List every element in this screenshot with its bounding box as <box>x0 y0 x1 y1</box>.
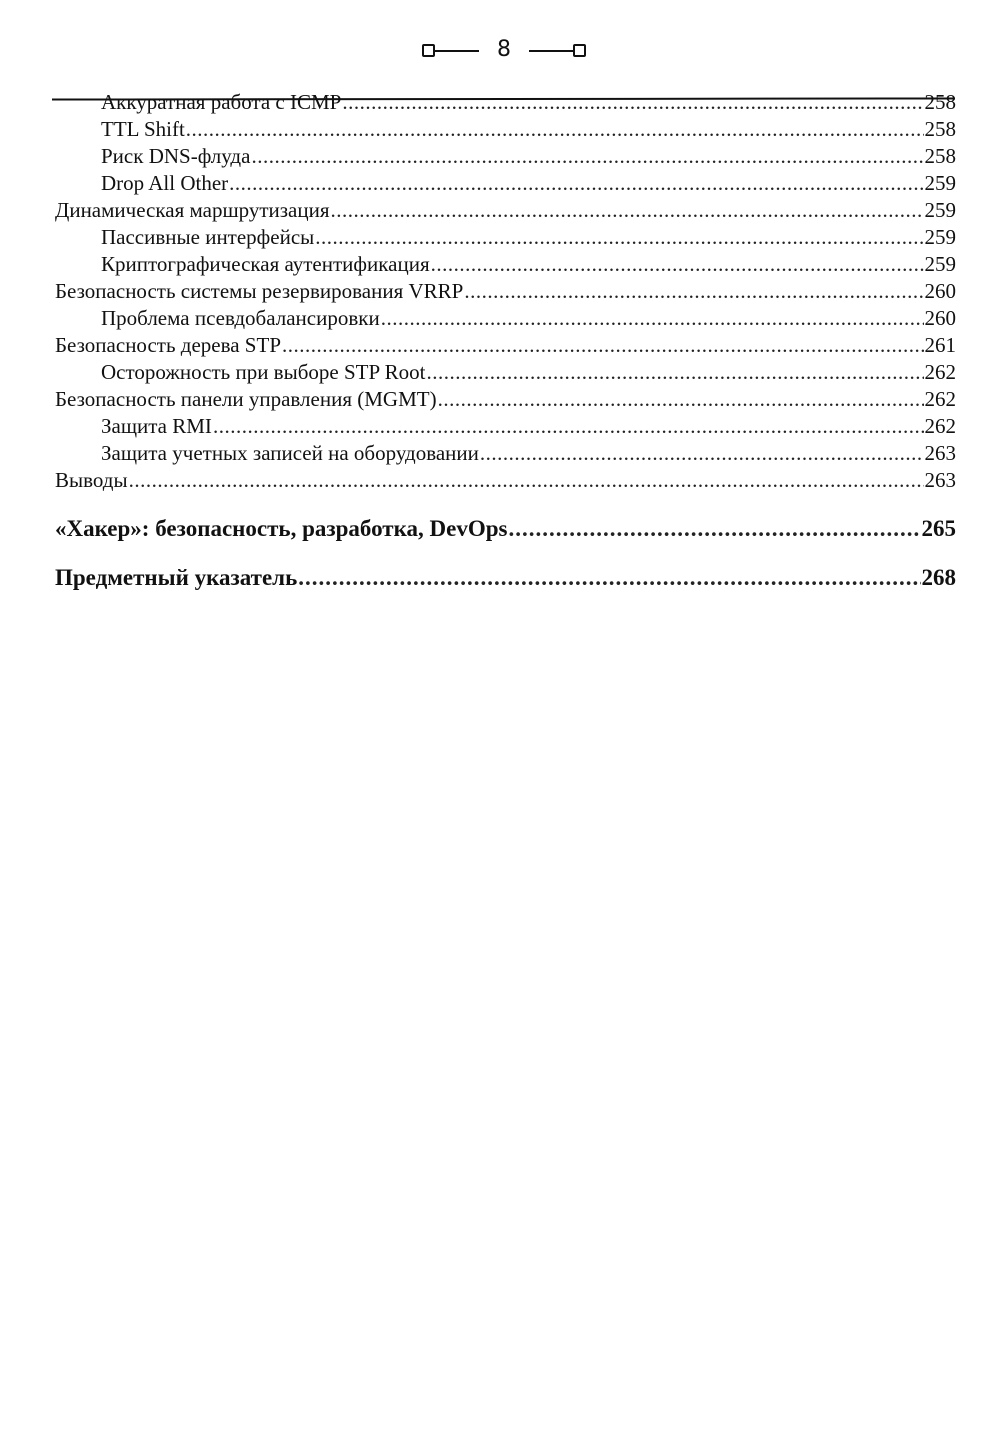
ornament-line-right <box>529 50 573 52</box>
toc-entry-title: Безопасность дерева STP <box>55 333 281 357</box>
toc-entry-title: Выводы <box>55 468 128 492</box>
toc-entry <box>55 143 956 170</box>
toc-leader-dots <box>282 332 924 359</box>
toc-entry <box>55 197 956 224</box>
toc-leader-dots <box>342 89 923 116</box>
toc-entry-page: 261 <box>924 333 956 357</box>
header-ornament <box>408 32 600 68</box>
toc-leader-dots <box>381 305 924 332</box>
toc-leader-dots <box>331 197 924 224</box>
toc-leader-dots <box>298 563 920 593</box>
toc-entry <box>55 251 956 278</box>
toc-main-entry-page: 268 <box>921 565 956 590</box>
toc-main-entry <box>55 563 956 593</box>
toc-main-entry-title: Предметный указатель <box>55 565 298 590</box>
toc-entry <box>55 386 956 413</box>
toc-entry-page: 258 <box>924 117 956 141</box>
toc-entry-page: 260 <box>924 279 956 303</box>
toc-entry-page: 260 <box>924 306 956 330</box>
toc-entry-title: Защита RMI <box>101 414 212 438</box>
toc-entry-title: Динамическая маршрутизация <box>55 198 330 222</box>
ornament-box-left <box>422 44 435 57</box>
toc-entry <box>55 305 956 332</box>
toc-entry-title: Риск DNS-флуда <box>101 144 251 168</box>
toc-main-entry-page: 265 <box>921 516 956 541</box>
ornament-box-right <box>573 44 586 57</box>
toc-entry <box>55 413 956 440</box>
toc-entry <box>55 440 956 467</box>
toc-entry-page: 258 <box>924 144 956 168</box>
toc-entry <box>55 89 956 116</box>
toc-entry <box>55 116 956 143</box>
page-number: 8 <box>497 37 511 62</box>
toc-leader-dots <box>129 467 924 494</box>
toc-entry-page: 262 <box>924 360 956 384</box>
toc-entry-title: TTL Shift <box>101 117 185 141</box>
toc-entry-page: 258 <box>924 90 956 114</box>
toc-entry-page: 263 <box>924 468 956 492</box>
toc-leader-dots <box>213 413 924 440</box>
toc-main-entry-title: «Хакер»: безопасность, разработка, DevOps <box>55 516 508 541</box>
toc-leader-dots <box>426 359 923 386</box>
toc-entry-page: 259 <box>924 252 956 276</box>
toc-main-entry <box>55 514 956 544</box>
toc-entry-title: Аккуратная работа с ICMP <box>101 90 342 114</box>
toc-entry-page: 262 <box>924 387 956 411</box>
toc-entry-title: Осторожность при выборе STP Root <box>101 360 426 384</box>
toc-entry-title: Защита учетных записей на оборудовании <box>101 441 479 465</box>
toc-entry <box>55 467 956 494</box>
toc-entry-page: 262 <box>924 414 956 438</box>
toc-entry-title: Безопасность системы резервирования VRRP <box>55 279 464 303</box>
toc-entry-title: Проблема псевдобалансировки <box>101 306 380 330</box>
ornament-line-left <box>435 50 479 52</box>
toc-entry <box>55 278 956 305</box>
toc-leader-dots <box>508 514 920 544</box>
toc-entry-title: Пассивные интерфейсы <box>101 225 315 249</box>
toc-entry <box>55 332 956 359</box>
toc-entry-page: 259 <box>924 198 956 222</box>
toc-entry-page: 259 <box>924 171 956 195</box>
toc-leader-dots <box>315 224 923 251</box>
toc-leader-dots <box>438 386 924 413</box>
toc-entry <box>55 170 956 197</box>
toc-entry <box>55 224 956 251</box>
toc-entry-page: 259 <box>924 225 956 249</box>
toc-leader-dots <box>480 440 924 467</box>
toc-entry-title: Безопасность панели управления (MGMT) <box>55 387 437 411</box>
toc-leader-dots <box>464 278 923 305</box>
toc-leader-dots <box>431 251 924 278</box>
toc-entry-title: Drop All Other <box>101 171 229 195</box>
table-of-contents <box>55 89 956 494</box>
toc-entry <box>55 359 956 386</box>
toc-entry-title: Криптографическая аутентификация <box>101 252 430 276</box>
toc-leader-dots <box>251 143 923 170</box>
page-header <box>0 32 1000 72</box>
toc-entry-page: 263 <box>924 441 956 465</box>
toc-leader-dots <box>186 116 924 143</box>
toc-leader-dots <box>229 170 923 197</box>
